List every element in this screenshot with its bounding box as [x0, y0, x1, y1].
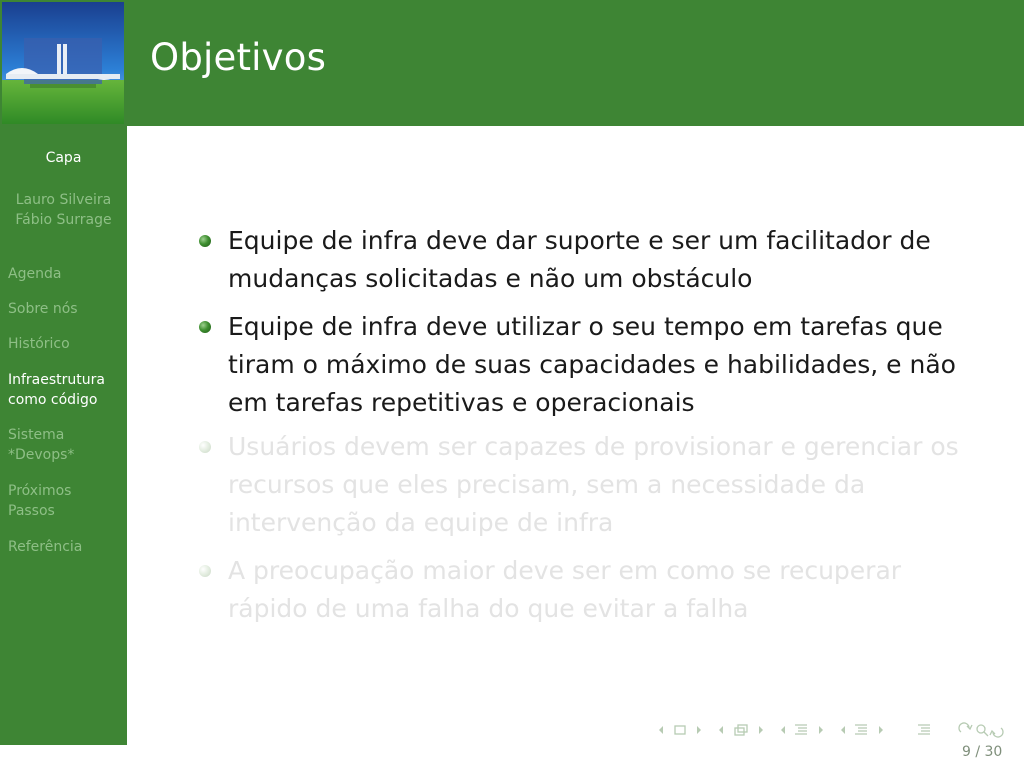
bullet-icon	[199, 321, 211, 333]
nav-section-icon[interactable]	[781, 725, 823, 734]
sidebar-item-sobre-nos[interactable]	[8, 299, 123, 319]
list-item-text: Equipe de infra deve dar suporte e ser um facilitador de	[228, 226, 931, 255]
list-item-text: rápido de uma falha do que evitar a falha	[228, 594, 749, 623]
sidebar-item-sistema[interactable]	[8, 425, 123, 465]
logo-image	[2, 2, 124, 124]
sidebar-item-infraestrutura[interactable]	[8, 370, 123, 410]
sidebar-item-agenda[interactable]	[8, 264, 123, 284]
list-item	[198, 308, 988, 422]
sidebar-item-label: Próximos	[8, 483, 72, 499]
list-item-text: intervenção da equipe de infra	[228, 508, 614, 537]
sidebar-item-label: Passos	[8, 503, 55, 519]
list-item	[198, 552, 988, 628]
sidebar-item-label: como código	[8, 392, 98, 408]
sidebar-item-proximos-passos[interactable]	[8, 481, 123, 521]
sidebar-authors[interactable]	[0, 190, 127, 230]
nav-search-icon[interactable]	[959, 723, 1003, 737]
list-item-text: Usuários devem ser capazes de provisionar e gerenciar os	[228, 432, 959, 461]
list-item-text: mudanças solicitadas e não um obstáculo	[228, 264, 753, 293]
sidebar-item-label: Infraestrutura	[8, 372, 105, 388]
bullet-list	[198, 222, 988, 628]
sidebar-item-label: Agenda	[8, 266, 62, 282]
bullet-icon	[199, 565, 211, 577]
sidebar-item-label: Referência	[8, 539, 83, 555]
list-item-text: em tarefas repetitivas e operacionais	[228, 388, 695, 417]
sidebar-item-label: Sobre nós	[8, 301, 78, 317]
nav-frame-icon[interactable]	[659, 726, 701, 734]
nav-subsection-icon[interactable]	[719, 725, 763, 735]
bullet-icon	[199, 235, 211, 247]
page-number: 9 / 30	[962, 744, 1003, 760]
nav-section-icon[interactable]	[841, 725, 883, 734]
sidebar-item-historico[interactable]	[8, 334, 123, 354]
navigation-controls	[655, 720, 1015, 740]
author-name: Fábio Surrage	[15, 212, 112, 228]
bullet-icon	[199, 441, 211, 453]
sidebar-item-referencia[interactable]	[8, 537, 123, 557]
sidebar-item-label: Histórico	[8, 336, 70, 352]
author-name: Lauro Silveira	[15, 192, 112, 208]
list-item-text: Equipe de infra deve utilizar o seu tempo em tarefas que	[228, 312, 943, 341]
list-item	[198, 428, 988, 542]
sidebar-item-label: *Devops*	[8, 447, 75, 463]
list-item-text: recursos que eles precisam, sem a necessidade da	[228, 470, 866, 499]
list-item-text: tiram o máximo de suas capacidades e habilidades, e não	[228, 350, 956, 379]
list-item	[198, 222, 988, 298]
sidebar-item-label: Sistema	[8, 427, 65, 443]
list-item-text: A preocupação maior deve ser em como se recuperar	[228, 556, 902, 585]
slide-title: Objetivos	[150, 36, 327, 79]
sidebar	[0, 126, 127, 745]
header-bar	[0, 0, 1024, 126]
sidebar-item-capa[interactable]: Capa	[45, 150, 82, 166]
nav-document-icon[interactable]	[918, 725, 930, 734]
